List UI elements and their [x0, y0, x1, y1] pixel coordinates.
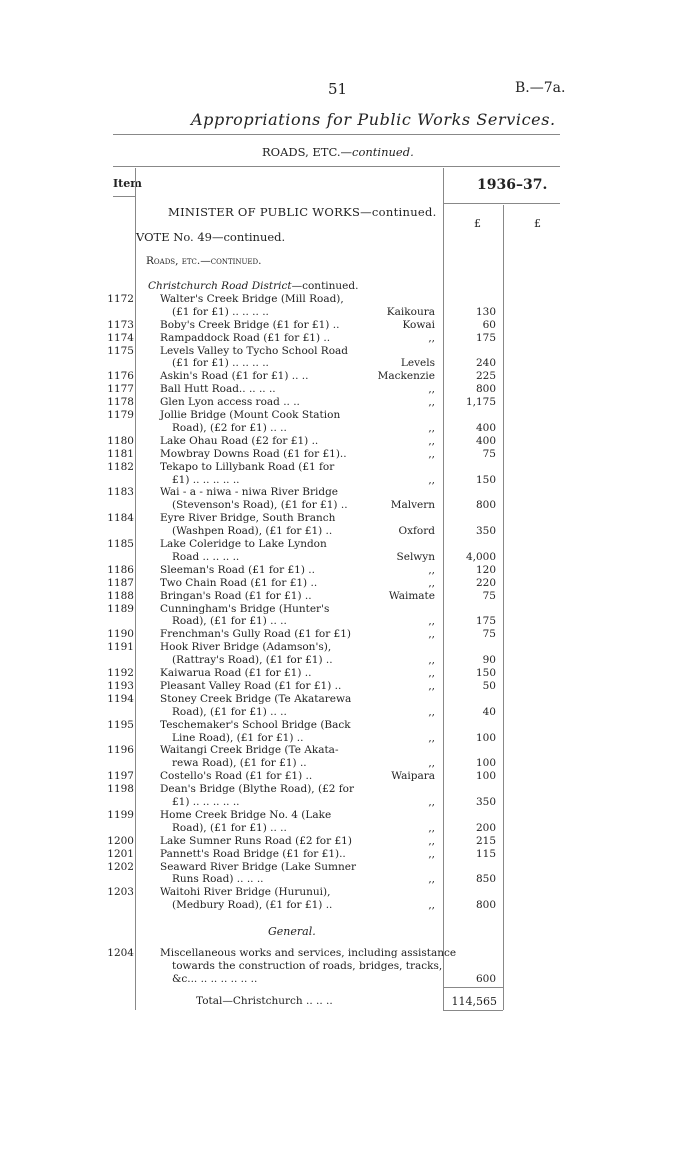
- table-row-description: Ball Hutt Road.. .. .. ..: [160, 383, 276, 395]
- table-row-item: 1187: [107, 577, 134, 589]
- general-heading: General.: [268, 925, 316, 938]
- table-row-amount: 400: [475, 435, 496, 447]
- total-rule: [443, 987, 503, 988]
- table-row-district: Selwyn: [396, 551, 435, 563]
- table-row-item: 1196: [107, 744, 134, 756]
- table-row-item: 1197: [107, 770, 134, 782]
- table-row-amount: 800: [475, 899, 496, 911]
- district-heading: Christchurch Road District—continued.: [148, 280, 359, 292]
- table-row-description: Kaiwarua Road (£1 for £1) ..: [160, 667, 312, 679]
- table-row-district: ,,: [428, 577, 435, 589]
- item-column-header: Item: [113, 177, 142, 190]
- general-description-line: &c... .. .. .. .. .. ..: [172, 973, 258, 985]
- table-row-amount: 90: [482, 654, 496, 666]
- table-row-item: 1204: [107, 947, 134, 959]
- table-row-district: ,,: [428, 835, 435, 847]
- table-row-district: Kowai: [402, 319, 435, 331]
- table-row-district: ,,: [428, 383, 435, 395]
- table-row-district: Malvern: [390, 499, 435, 511]
- table-row-district: Kaikoura: [386, 306, 435, 318]
- table-row-district: ,,: [428, 848, 435, 860]
- table-row-district: ,,: [428, 680, 435, 692]
- table-row-item: 1182: [107, 461, 134, 473]
- table-row-description: Bringan's Road (£1 for £1) ..: [160, 590, 312, 602]
- total-amount: 114,565: [451, 995, 497, 1008]
- table-row-item: 1175: [107, 345, 134, 357]
- table-row-description: £1) .. .. .. .. ..: [172, 474, 240, 486]
- table-row-item: 1190: [107, 628, 134, 640]
- table-row-item: 1200: [107, 835, 134, 847]
- table-row-description: Runs Road) .. .. ..: [172, 873, 264, 885]
- table-row-district: ,,: [428, 422, 435, 434]
- table-row-item: 1199: [107, 809, 134, 821]
- table-row-description: (Medbury Road), (£1 for £1) ..: [172, 899, 333, 911]
- table-row-description: Road .. .. .. ..: [172, 551, 240, 563]
- table-row-amount: 130: [475, 306, 496, 318]
- item-column-divider: [135, 168, 136, 1010]
- table-row-district: ,,: [428, 654, 435, 666]
- table-top-rule: [113, 166, 560, 167]
- table-row-description: Waitohi River Bridge (Hurunui),: [160, 886, 331, 898]
- section-heading: ROADS, ETC.—continued.: [262, 145, 414, 159]
- table-row-description: (£1 for £1) .. .. .. ..: [172, 306, 269, 318]
- table-row-district: ,,: [428, 822, 435, 834]
- table-row-amount: 100: [475, 757, 496, 769]
- table-row-description: Cunningham's Bridge (Hunter's: [160, 603, 330, 615]
- table-row-item: 1178: [107, 396, 134, 408]
- document-reference: B.—7a.: [515, 80, 566, 96]
- table-row-description: Eyre River Bridge, South Branch: [160, 512, 336, 524]
- table-row-description: Askin's Road (£1 for £1) .. ..: [160, 370, 309, 382]
- table-row-amount: 100: [475, 770, 496, 782]
- table-row-item: 1185: [107, 538, 134, 550]
- table-row-amount: 350: [475, 796, 496, 808]
- roads-heading: Roads, etc.—continued.: [146, 255, 262, 267]
- table-row-amount: 4,000: [465, 551, 496, 563]
- table-row-item: 1174: [107, 332, 134, 344]
- table-row-amount: 75: [482, 628, 496, 640]
- vote-heading: VOTE No. 49—continued.: [136, 230, 286, 244]
- table-row-item: 1189: [107, 603, 134, 615]
- table-row-description: Glen Lyon access road .. ..: [160, 396, 300, 408]
- table-row-description: Dean's Bridge (Blythe Road), (£2 for: [160, 783, 354, 795]
- table-row-amount: 150: [475, 474, 496, 486]
- table-row-description: (£1 for £1) .. .. .. ..: [172, 357, 269, 369]
- table-row-description: rewa Road), (£1 for £1) ..: [172, 757, 307, 769]
- table-row-district: ,,: [428, 706, 435, 718]
- table-row-item: 1181: [107, 448, 134, 460]
- table-row-description: Home Creek Bridge No. 4 (Lake: [160, 809, 332, 821]
- table-row-district: Oxford: [398, 525, 435, 537]
- table-row-item: 1202: [107, 861, 134, 873]
- table-row-description: Lake Sumner Runs Road (£2 for £1): [160, 835, 352, 847]
- table-row-amount: 400: [475, 422, 496, 434]
- table-row-description: Waitangi Creek Bridge (Te Akata-: [160, 744, 339, 756]
- table-row-amount: 75: [482, 590, 496, 602]
- table-row-item: 1198: [107, 783, 134, 795]
- table-row-item: 1172: [107, 293, 134, 305]
- table-row-description: Lake Ohau Road (£2 for £1) ..: [160, 435, 319, 447]
- table-row-amount: 115: [475, 848, 496, 860]
- table-row-item: 1191: [107, 641, 134, 653]
- table-row-description: Costello's Road (£1 for £1) ..: [160, 770, 313, 782]
- table-row-description: Seaward River Bridge (Lake Sumner: [160, 861, 356, 873]
- table-row-item: 1183: [107, 486, 134, 498]
- table-row-description: Rampaddock Road (£1 for £1) ..: [160, 332, 331, 344]
- table-row-district: ,,: [428, 332, 435, 344]
- table-row-amount: 40: [482, 706, 496, 718]
- table-row-description: Levels Valley to Tycho School Road: [160, 345, 348, 357]
- table-row-item: 1180: [107, 435, 134, 447]
- table-row-amount: 175: [475, 615, 496, 627]
- table-row-description: Wai - a - niwa - niwa River Bridge: [160, 486, 339, 498]
- table-row-description: Road), (£1 for £1) .. ..: [172, 615, 287, 627]
- table-row-amount: 60: [482, 319, 496, 331]
- table-row-district: ,,: [428, 628, 435, 640]
- table-row-amount: 240: [475, 357, 496, 369]
- table-row-item: 1177: [107, 383, 134, 395]
- table-row-description: Walter's Creek Bridge (Mill Road),: [160, 293, 344, 305]
- currency-symbol: £: [474, 217, 481, 230]
- table-row-amount: 150: [475, 667, 496, 679]
- title-rule: [113, 134, 560, 135]
- table-row-description: £1) .. .. .. .. ..: [172, 796, 240, 808]
- currency-symbol: £: [534, 217, 541, 230]
- table-row-district: ,,: [428, 564, 435, 576]
- table-row-item: 1186: [107, 564, 134, 576]
- table-row-description: Sleeman's Road (£1 for £1) ..: [160, 564, 315, 576]
- table-row-amount: 350: [475, 525, 496, 537]
- table-row-item: 1193: [107, 680, 134, 692]
- table-row-district: ,,: [428, 796, 435, 808]
- table-row-district: ,,: [428, 435, 435, 447]
- table-row-amount: 1,175: [465, 396, 496, 408]
- table-row-description: Lake Coleridge to Lake Lyndon: [160, 538, 327, 550]
- table-row-amount: 225: [475, 370, 496, 382]
- table-row-description: Frenchman's Gully Road (£1 for £1): [160, 628, 352, 640]
- table-row-amount: 50: [482, 680, 496, 692]
- table-row-amount: 220: [475, 577, 496, 589]
- table-row-item: 1201: [107, 848, 134, 860]
- table-row-district: Mackenzie: [377, 370, 435, 382]
- amount-column-divider: [443, 168, 444, 1010]
- table-row-district: ,,: [428, 396, 435, 408]
- table-row-district: ,,: [428, 757, 435, 769]
- table-row-amount: 215: [475, 835, 496, 847]
- table-row-amount: 175: [475, 332, 496, 344]
- page-number: 51: [328, 80, 348, 98]
- table-row-district: Waimate: [388, 590, 435, 602]
- table-row-district: ,,: [428, 899, 435, 911]
- table-row-description: Pleasant Valley Road (£1 for £1) ..: [160, 680, 342, 692]
- table-row-item: 1203: [107, 886, 134, 898]
- table-row-description: Two Chain Road (£1 for £1) ..: [160, 577, 318, 589]
- table-row-district: Waipara: [391, 770, 435, 782]
- general-amount: 600: [475, 973, 496, 985]
- general-description-line: towards the construction of roads, bridges, tracks,: [172, 960, 443, 972]
- table-row-description: Jollie Bridge (Mount Cook Station: [160, 409, 341, 421]
- table-row-item: 1195: [107, 719, 134, 731]
- table-row-district: ,,: [428, 448, 435, 460]
- year-header-rule: [443, 203, 560, 204]
- table-row-description: Teschemaker's School Bridge (Back: [160, 719, 351, 731]
- table-row-district: Levels: [400, 357, 435, 369]
- table-row-district: ,,: [428, 732, 435, 744]
- table-row-item: 1188: [107, 590, 134, 602]
- table-row-amount: 850: [475, 873, 496, 885]
- table-row-item: 1194: [107, 693, 134, 705]
- table-row-amount: 800: [475, 383, 496, 395]
- table-row-description: Stoney Creek Bridge (Te Akatarewa: [160, 693, 352, 705]
- table-row-amount: 100: [475, 732, 496, 744]
- general-description-line: Miscellaneous works and services, including assistance: [160, 947, 457, 959]
- table-row-district: ,,: [428, 873, 435, 885]
- ministry-heading: MINISTER OF PUBLIC WORKS—continued.: [168, 205, 437, 219]
- table-row-item: 1184: [107, 512, 134, 524]
- table-row-amount: 800: [475, 499, 496, 511]
- table-row-description: Tekapo to Lillybank Road (£1 for: [160, 461, 335, 473]
- table-row-item: 1173: [107, 319, 134, 331]
- table-row-item: 1192: [107, 667, 134, 679]
- table-row-description: Road), (£2 for £1) .. ..: [172, 422, 287, 434]
- total-bottom-rule: [443, 1010, 503, 1011]
- table-row-amount: 120: [475, 564, 496, 576]
- table-row-description: Road), (£1 for £1) .. ..: [172, 706, 287, 718]
- year-column-header: 1936–37.: [477, 177, 548, 193]
- table-row-description: Boby's Creek Bridge (£1 for £1) ..: [160, 319, 340, 331]
- table-row-amount: 75: [482, 448, 496, 460]
- table-row-description: Pannett's Road Bridge (£1 for £1)..: [160, 848, 346, 860]
- table-row-description: (Stevenson's Road), (£1 for £1) ..: [172, 499, 348, 511]
- table-row-item: 1179: [107, 409, 134, 421]
- item-header-rule: [113, 196, 135, 197]
- second-amount-divider: [503, 205, 504, 1010]
- table-row-description: Mowbray Downs Road (£1 for £1)..: [160, 448, 347, 460]
- table-row-district: ,,: [428, 474, 435, 486]
- total-label: Total—Christchurch .. .. ..: [196, 995, 333, 1007]
- page-title: Appropriations for Public Works Services.: [191, 110, 556, 129]
- table-row-district: ,,: [428, 615, 435, 627]
- table-row-description: (Rattray's Road), (£1 for £1) ..: [172, 654, 333, 666]
- table-row-description: Hook River Bridge (Adamson's),: [160, 641, 332, 653]
- table-row-item: 1176: [107, 370, 134, 382]
- table-row-amount: 200: [475, 822, 496, 834]
- table-row-description: Line Road), (£1 for £1) ..: [172, 732, 304, 744]
- table-row-district: ,,: [428, 667, 435, 679]
- table-row-description: (Washpen Road), (£1 for £1) ..: [172, 525, 333, 537]
- table-row-description: Road), (£1 for £1) .. ..: [172, 822, 287, 834]
